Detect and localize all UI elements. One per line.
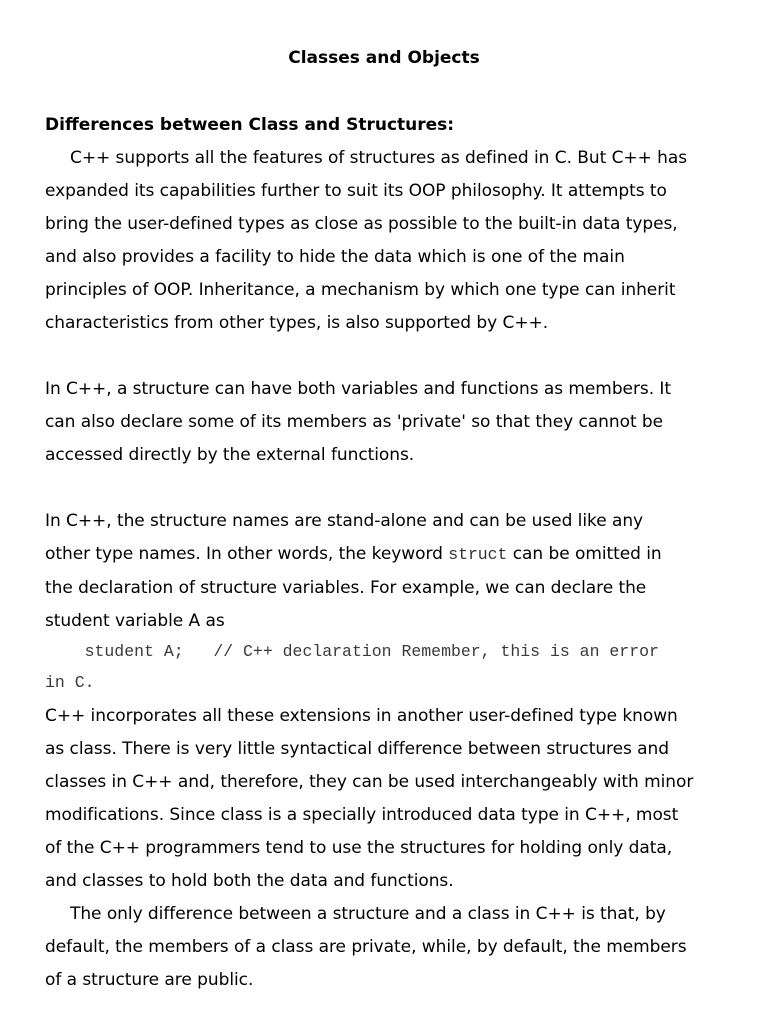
section-heading: Differences between Class and Structures: [45,115,455,135]
paragraph-4-line: modifications. Since class is a specially introduced data type in C++, most [45,805,679,825]
paragraph-5-line: The only difference between a structure and a class in C++ is that, by [70,904,666,924]
paragraph-3-line [45,542,662,567]
paragraph-1-line: expanded its capabilities further to suit its OOP philosophy. It attempts to [45,181,667,201]
paragraph-2-line: In C++, a structure can have both variables and functions as members. It [45,379,671,399]
paragraph-5-line: default, the members of a class are private, while, by default, the members [45,937,687,957]
paragraph-4-line: and classes to hold both the data and functions. [45,871,454,891]
paragraph-4-line: classes in C++ and, therefore, they can be used interchangeably with minor [45,772,694,792]
paragraph-1-line: characteristics from other types, is also supported by C++. [45,313,549,333]
paragraph-3-text: can be omitted in [507,544,662,564]
paragraph-2-line: can also declare some of its members as 'private' so that they cannot be [45,412,664,432]
paragraph-1-line: and also provides a facility to hide the data which is one of the main [45,247,625,267]
paragraph-1-line: bring the user-defined types as close as possible to the built-in data types, [45,214,678,234]
paragraph-3-text: other type names. In other words, the keyword [45,544,449,564]
paragraph-5-line: of a structure are public. [45,970,254,990]
paragraph-4-line: of the C++ programmers tend to use the structures for holding only data, [45,838,673,858]
paragraph-2-line: accessed directly by the external functions. [45,445,415,465]
inline-code-struct: struct [448,545,508,564]
paragraph-1-line: principles of OOP. Inheritance, a mechanism by which one type can inherit [45,280,676,300]
code-example-line: student A; // C++ declaration Remember, this is an error [45,642,659,661]
paragraph-4-line: C++ incorporates all these extensions in another user-defined type known [45,706,678,726]
document-title: Classes and Objects [288,48,480,68]
code-example-line: in C. [45,673,95,692]
paragraph-4-line: as class. There is very little syntactical difference between structures and [45,739,670,759]
paragraph-3-line: student variable A as [45,611,225,631]
paragraph-3-line: the declaration of structure variables. For example, we can declare the [45,578,647,598]
paragraph-1-line: C++ supports all the features of structures as defined in C. But C++ has [70,148,688,168]
paragraph-3-line: In C++, the structure names are stand-alone and can be used like any [45,511,644,531]
